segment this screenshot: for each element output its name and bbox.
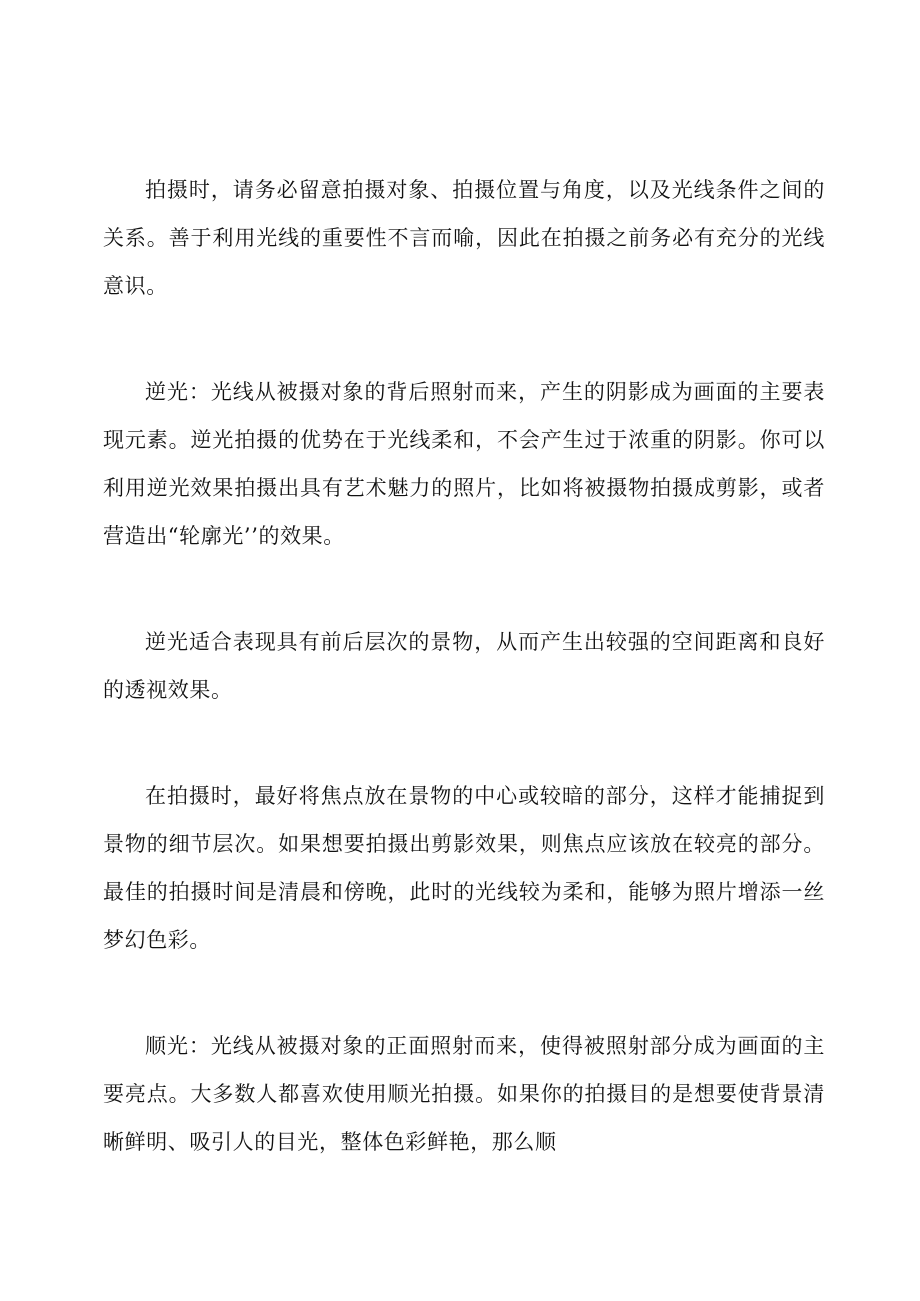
paragraph-focus-tips: 在拍摄时，最好将焦点放在景物的中心或较暗的部分，这样才能捕捉到景物的细节层次。如果想要拍摄出剪影效果，则焦点应该放在较亮的部分。最佳的拍摄时间是清晨和傍晚，此时的光线较为柔和，能够为照片增添一丝梦幻色彩。 <box>103 784 825 952</box>
document-body <box>103 166 825 1224</box>
paragraph-intro: 拍摄时，请务必留意拍摄对象、拍摄位置与角度，以及光线条件之间的关系。善于利用光线的重要性不言而喻，因此在拍摄之前务必有充分的光线意识。 <box>103 178 825 298</box>
paragraph-backlight-depth: 逆光适合表现具有前后层次的景物，从而产生出较强的空间距离和良好的透视效果。 <box>103 630 825 702</box>
paragraph-backlight: 逆光：光线从被摄对象的背后照射而来，产生的阴影成为画面的主要表现元素。逆光拍摄的优势在于光线柔和，不会产生过于浓重的阴影。你可以利用逆光效果拍摄出具有艺术魅力的照片，比如将被摄物拍摄成剪影，或者营造出“轮廓光’’的效果。 <box>103 380 825 548</box>
paragraph-frontlight: 顺光：光线从被摄对象的正面照射而来，使得被照射部分成为画面的主要亮点。大多数人都喜欢使用顺光拍摄。如果你的拍摄目的是想要使背景清晰鲜明、吸引人的目光，整体色彩鲜艳，那么顺 <box>103 1034 825 1154</box>
